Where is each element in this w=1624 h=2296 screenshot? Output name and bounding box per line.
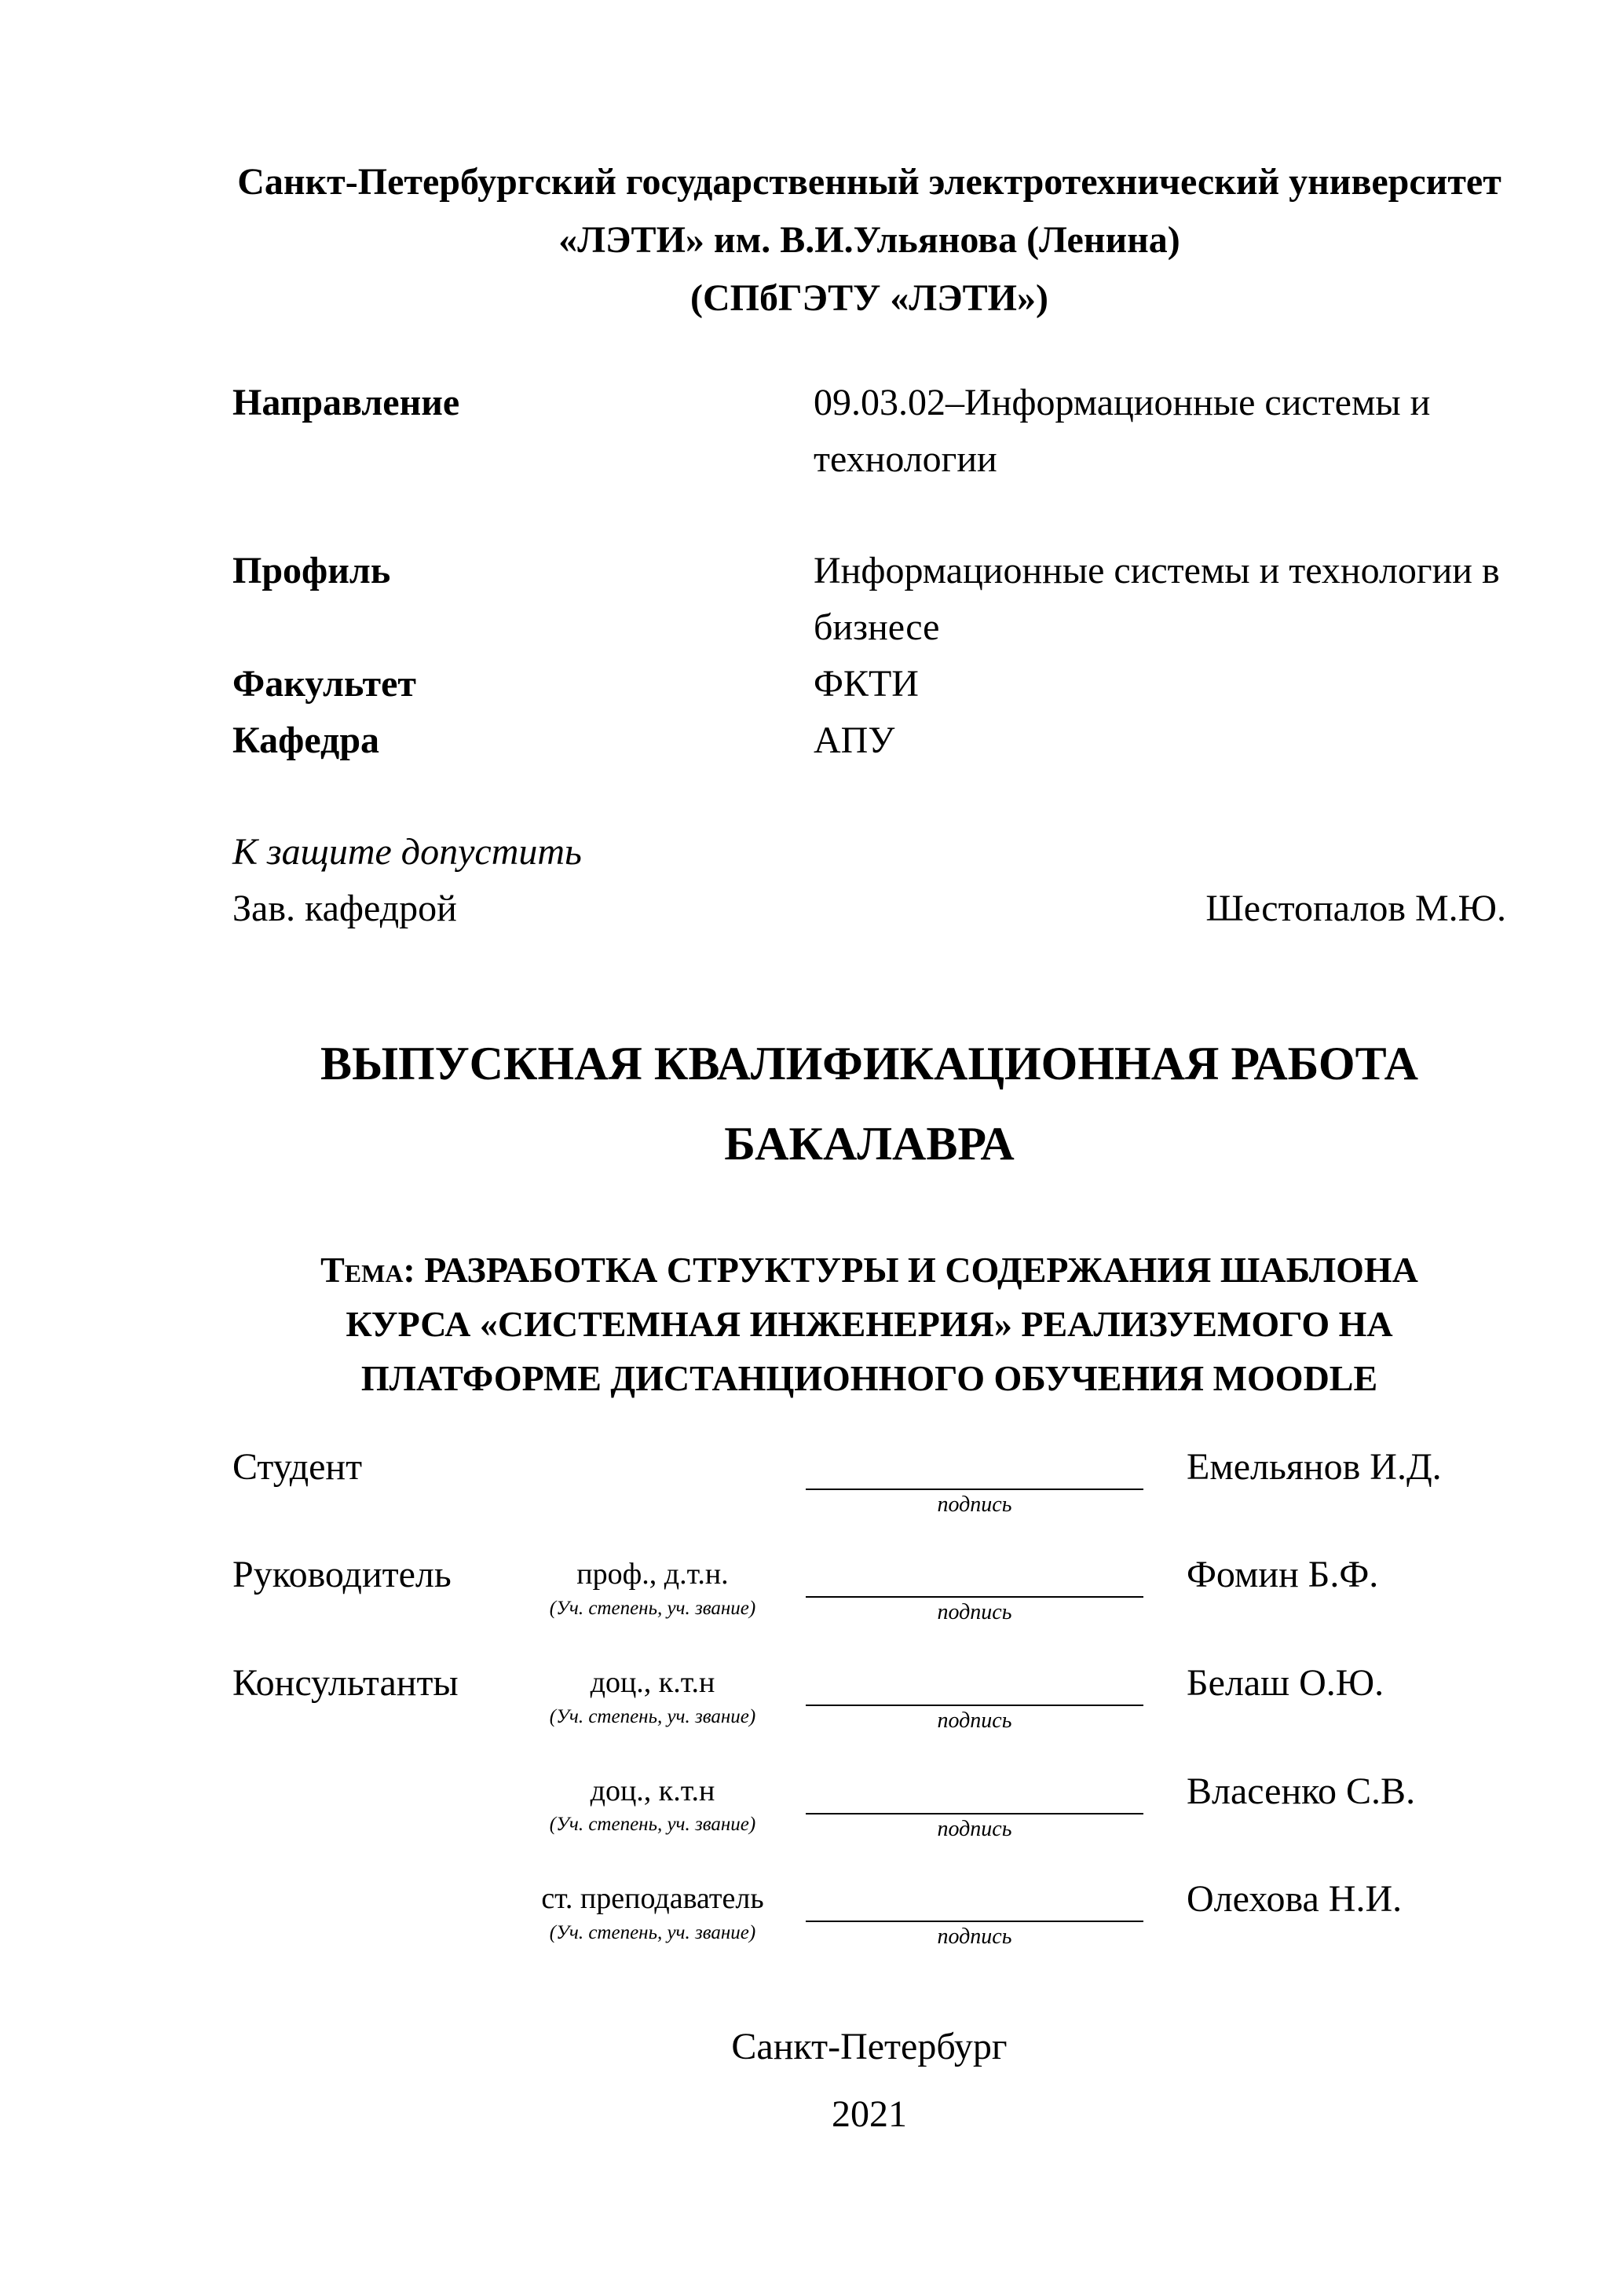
info-value: АПУ bbox=[814, 719, 895, 761]
department-head-label: Зав. кафедрой bbox=[232, 887, 457, 929]
signature-row-consultant-1 bbox=[232, 1661, 1506, 1734]
footer-city: Санкт-Петербург bbox=[731, 2025, 1008, 2067]
signature-row-student bbox=[232, 1445, 1506, 1518]
signature-row-supervisor bbox=[232, 1552, 1506, 1626]
signature-line bbox=[806, 1769, 1143, 1814]
signature-degree-empty bbox=[499, 1445, 806, 1451]
thesis-topic bbox=[257, 1243, 1482, 1405]
university-name: Санкт-Петербургский государственный электротехнический университет bbox=[237, 161, 1501, 203]
signature-caption: подпись bbox=[937, 1708, 1012, 1733]
signature-role: Консультанты bbox=[232, 1661, 459, 1704]
signature-name: Фомин Б.Ф. bbox=[1187, 1554, 1379, 1596]
signature-role: Руководитель bbox=[232, 1554, 452, 1596]
degree-hint: (Уч. степень, уч. звание) bbox=[549, 1921, 756, 1943]
department-head-name: Шестопалов М.Ю. bbox=[1205, 887, 1506, 929]
signature-caption: подпись bbox=[937, 1492, 1012, 1517]
signature-name: Власенко С.В. bbox=[1187, 1770, 1416, 1812]
document-title-line1: ВЫПУСКНАЯ КВАЛИФИКАЦИОННАЯ РАБОТА bbox=[320, 1037, 1418, 1089]
topic-text: РАЗРАБОТКА СТРУКТУРЫ И СОДЕРЖАНИЯ ШАБЛОНА КУРСА «СИСТЕМНАЯ ИНЖЕНЕРИЯ» РЕАЛИЗУЕМОГО НА ПЛАТФОРМЕ ДИСТАНЦИОННОГО ОБУЧЕНИЯ MOODLE bbox=[346, 1249, 1418, 1398]
degree-title: проф., д.т.н. bbox=[576, 1558, 729, 1591]
signatures-section bbox=[232, 1445, 1506, 1950]
info-value: Информационные системы и технологии в бизнесе bbox=[814, 549, 1500, 648]
signature-row-consultant-2 bbox=[232, 1769, 1506, 1843]
defense-permit-note: К защите допустить bbox=[232, 830, 582, 873]
degree-title: ст. преподаватель bbox=[541, 1882, 764, 1916]
info-row-faculty bbox=[232, 656, 1506, 712]
info-row-direction bbox=[232, 375, 1506, 488]
document-title-line2: БАКАЛАВРА bbox=[724, 1117, 1015, 1170]
signature-degree bbox=[499, 1661, 806, 1727]
info-row-profile bbox=[232, 543, 1506, 656]
info-label: Факультет bbox=[232, 662, 416, 705]
university-name-line2: «ЛЭТИ» им. В.И.Ульянова (Ленина) bbox=[558, 218, 1180, 261]
info-value: ФКТИ bbox=[814, 662, 919, 705]
degree-title: доц., к.т.н bbox=[590, 1665, 715, 1699]
signature-degree bbox=[499, 1877, 806, 1943]
signature-degree bbox=[499, 1769, 806, 1836]
footer-year: 2021 bbox=[832, 2093, 907, 2136]
signature-name: Емельянов И.Д. bbox=[1187, 1445, 1442, 1488]
document-title bbox=[232, 1023, 1506, 1184]
info-label: Кафедра bbox=[232, 719, 380, 761]
signature-line bbox=[806, 1877, 1143, 1922]
info-label: Направление bbox=[232, 381, 460, 423]
signature-field bbox=[806, 1769, 1143, 1843]
signature-line bbox=[806, 1552, 1143, 1598]
signature-caption: подпись bbox=[937, 1816, 1012, 1841]
signature-role: Студент bbox=[232, 1445, 363, 1488]
department-head-row bbox=[232, 881, 1506, 937]
degree-hint: (Уч. степень, уч. звание) bbox=[549, 1598, 756, 1620]
signature-field bbox=[806, 1552, 1143, 1626]
signature-caption: подпись bbox=[937, 1600, 1012, 1625]
footer bbox=[232, 2013, 1506, 2149]
signature-field bbox=[806, 1877, 1143, 1950]
signature-degree bbox=[499, 1552, 806, 1619]
signature-row-consultant-3 bbox=[232, 1877, 1506, 1950]
signature-field bbox=[806, 1445, 1143, 1518]
degree-title: доц., к.т.н bbox=[590, 1774, 715, 1807]
signature-caption: подпись bbox=[937, 1924, 1012, 1950]
info-row-department bbox=[232, 712, 1506, 769]
degree-hint: (Уч. степень, уч. звание) bbox=[549, 1705, 756, 1727]
signature-line bbox=[806, 1661, 1143, 1706]
info-value: 09.03.02–Информационные системы и технологии bbox=[814, 381, 1431, 480]
signature-field bbox=[806, 1661, 1143, 1734]
signature-line bbox=[806, 1445, 1143, 1490]
info-label: Профиль bbox=[232, 549, 391, 591]
university-abbreviation: (СПбГЭТУ «ЛЭТИ») bbox=[690, 276, 1048, 319]
university-header bbox=[232, 153, 1506, 328]
degree-hint: (Уч. степень, уч. звание) bbox=[549, 1814, 756, 1836]
signature-name: Белаш О.Ю. bbox=[1187, 1661, 1384, 1704]
program-info bbox=[232, 375, 1506, 769]
signature-name: Олехова Н.И. bbox=[1187, 1878, 1403, 1921]
topic-prefix: Тема: bbox=[320, 1249, 415, 1290]
